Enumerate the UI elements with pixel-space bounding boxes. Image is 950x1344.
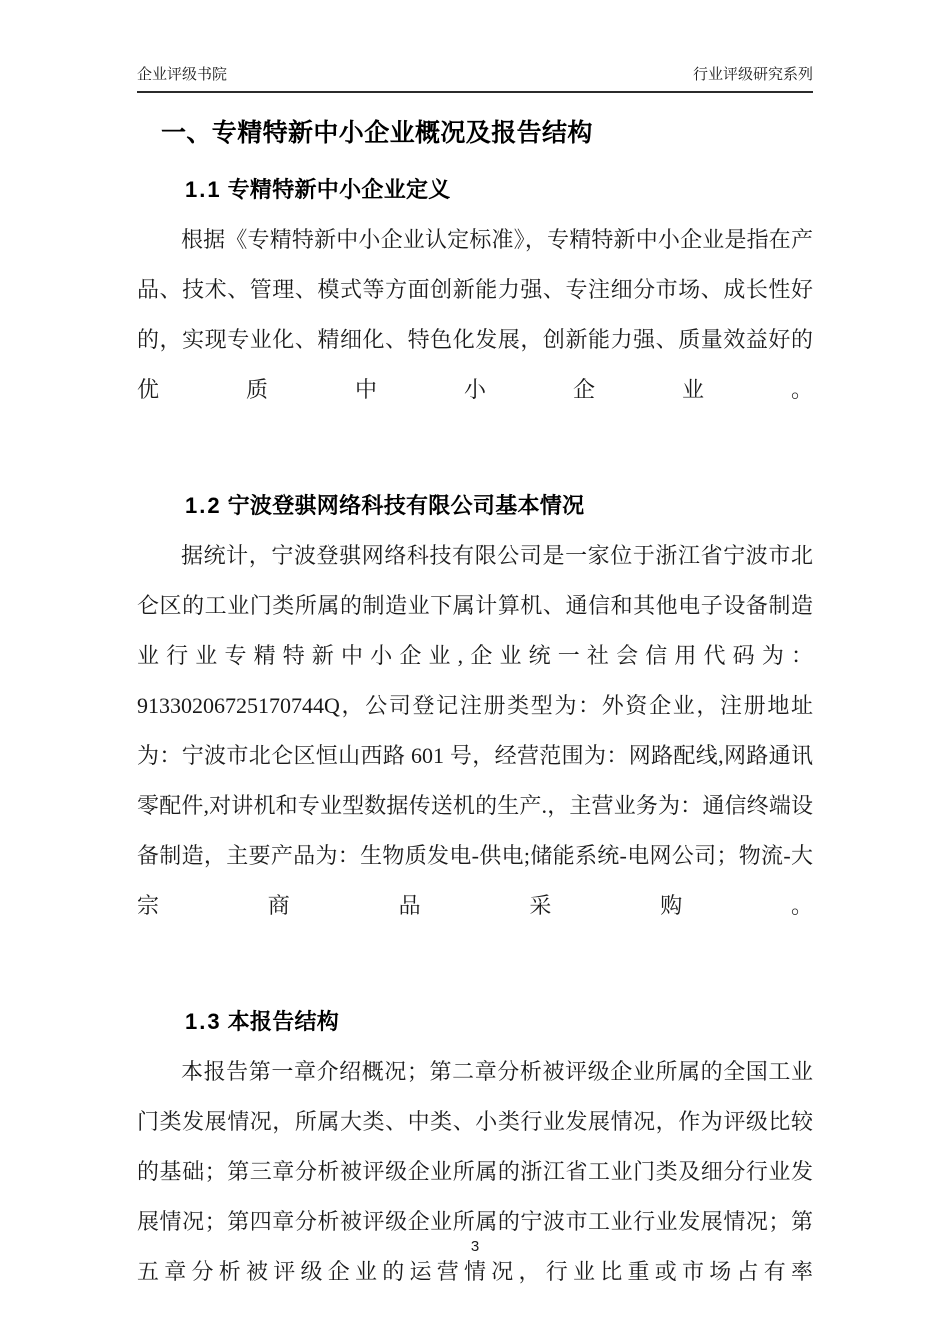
page-number: 3 (470, 1238, 480, 1255)
section-title-1-1: 专精特新中小企业定义 (227, 177, 451, 202)
section-heading-1-1 (137, 165, 813, 215)
section-heading-1-2 (137, 481, 813, 531)
section-title-1-3: 本报告结构 (227, 1009, 340, 1034)
section-heading-1-3 (137, 997, 813, 1047)
spacer (137, 981, 813, 997)
section-number-1-1: 1.1 (185, 177, 222, 202)
section-paragraph-1-3: 本报告第一章介绍概况；第二章分析被评级企业所属的全国工业门类发展情况，所属大类、中类、小类行业发展情况，作为评级比较的基础；第三章分析被评级企业所属的浙江省工业门类及细分行业发展情况；第四章分析被评级企业所属的宁波市工业行业发展情况；第五章分析被评级企业的运营情况，行业比重或市场占有率 (137, 1059, 813, 1284)
header-right-label: 行业评级研究系列 (692, 66, 813, 83)
page-footer (0, 1237, 950, 1257)
section-number-1-2: 1.2 (185, 493, 222, 518)
section-number-1-3: 1.3 (185, 1009, 222, 1034)
section-title-1-2: 宁波登骐网络科技有限公司基本情况 (227, 493, 585, 518)
header-left-label: 企业评级书院 (137, 66, 228, 83)
section-paragraph-1-2: 据统计，宁波登骐网络科技有限公司是一家位于浙江省宁波市北仑区的工业门类所属的制造业下属计算机、通信和其他电子设备制造业行业专精特新中小企业,企业统一社会信用代码为：91330206725170744Q，公司登记注册类型为：外资企业，注册地址为：宁波市北仑区恒山西路 601 号，经营范围为：网路配线,网路通讯零配件,对讲机和专业型数据传送机的生产.，主营业务为：通信终端设备制造，主要产品为：生物质发电-供电;储能系统-电网公司；物流-大宗商品采购。 (137, 543, 813, 918)
page-header (137, 66, 813, 84)
document-body (137, 108, 813, 1344)
spacer (137, 158, 813, 165)
spacer (137, 465, 813, 481)
section-paragraph-1-1: 根据《专精特新中小企业认定标准》，专精特新中小企业是指在产品、技术、管理、模式等方面创新能力强、专注细分市场、成长性好的，实现专业化、精细化、特色化发展，创新能力强、质量效益好的优质中小企业。 (137, 227, 813, 402)
header-divider (137, 91, 813, 93)
page-title: 一、专精特新中小企业概况及报告结构 (161, 119, 593, 147)
